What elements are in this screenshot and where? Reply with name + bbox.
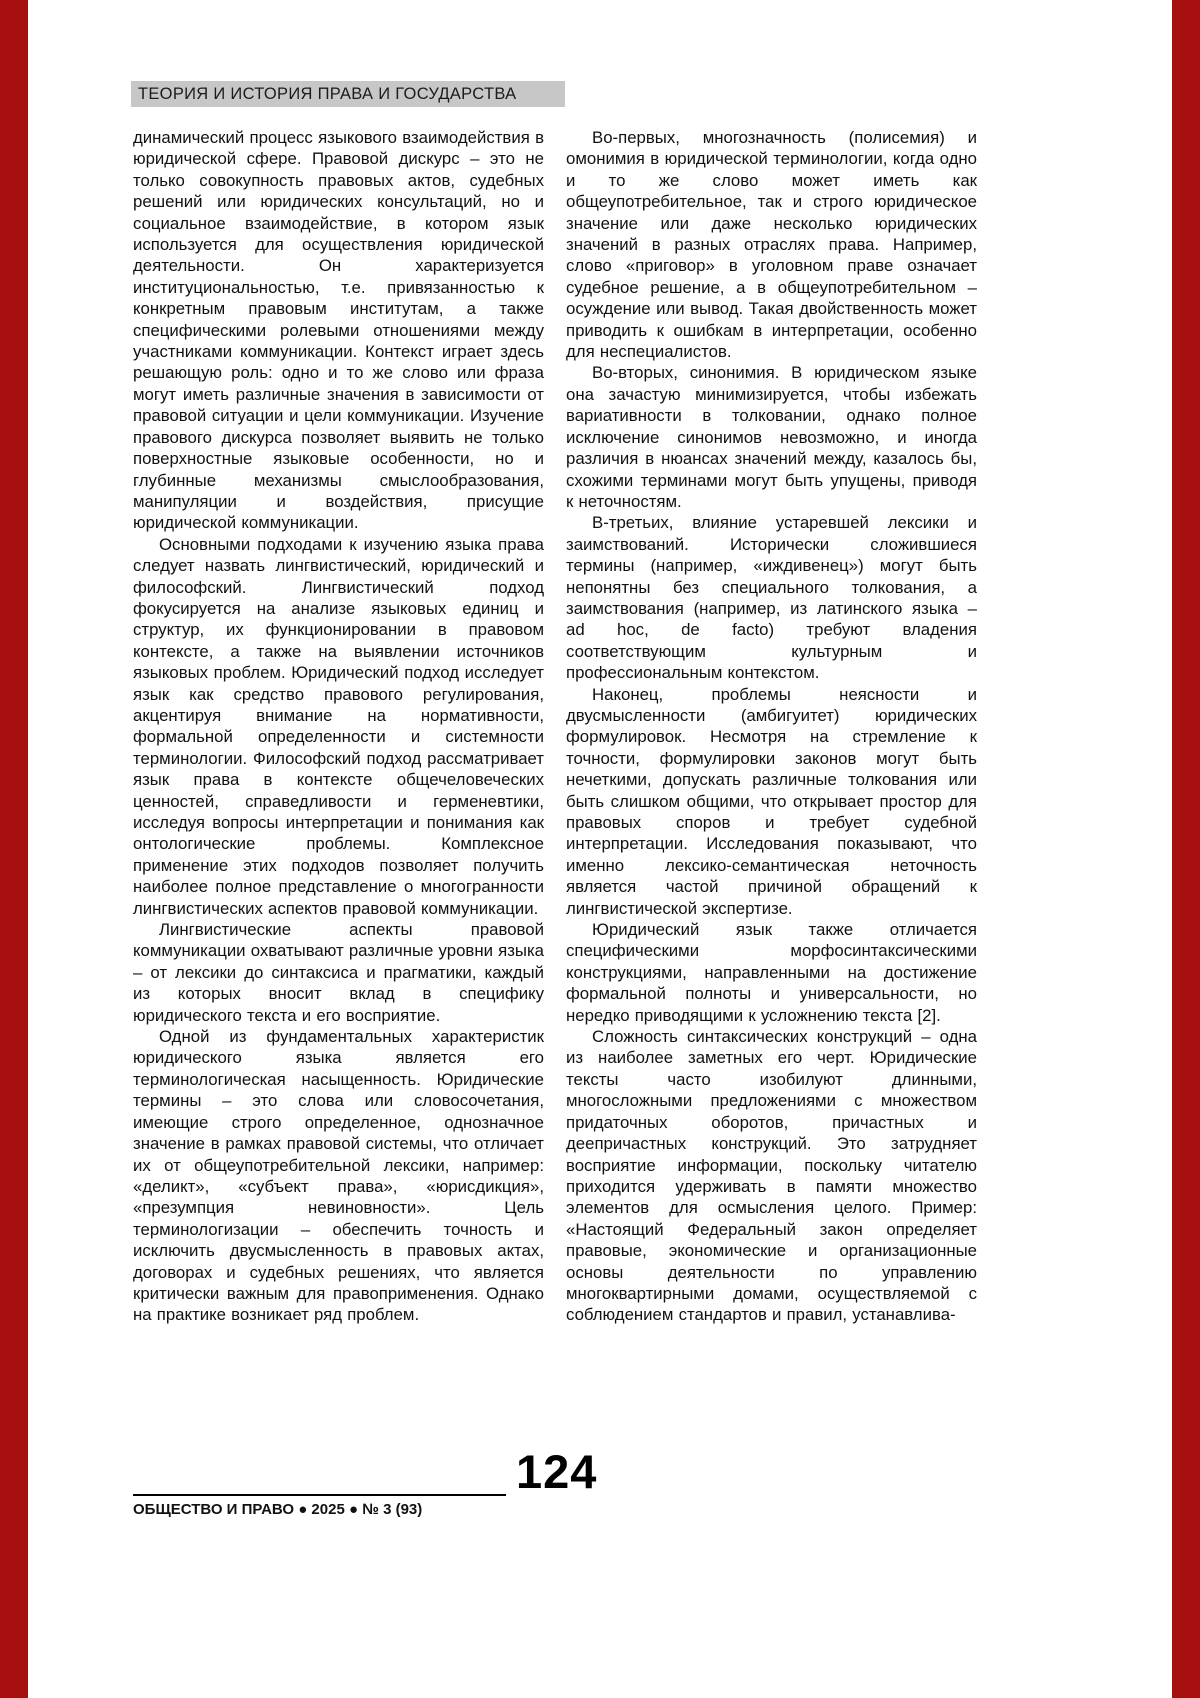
left-column [133,127,544,1326]
paragraph: Лингвистические аспекты правовой коммуникации охватывают различные уровни языка – от лексики до синтаксиса и прагматики, каждый из которых вносит вклад в специфику юридического текста и его восприятие. [133,920,545,1025]
paragraph: В-третьих, влияние устаревшей лексики и заимствований. Исторически сложившиеся термины (например, «иждивенец») могут быть непонятны без специального толкования, а заимствования (например, из латинского языка – ad hoc, de facto) требуют владения соответствующим культурным и профессиональным контекстом. [566,513,977,683]
footer-rule [133,1494,506,1518]
article-body [133,127,978,1326]
paragraph: Во-вторых, синонимия. В юридическом языке она зачастую минимизируется, чтобы избежать вариативности в толковании, однако полное исключение синонимов невозможно, и иногда различия в нюансах значений между, казалось бы, схожими терминами могут быть упущены, приводя к неточностям. [566,363,977,511]
left-red-bar [0,0,28,1698]
journal-footer-text: ОБЩЕСТВО И ПРАВО ● 2025 ● № 3 (93) [133,1501,423,1518]
paragraph: Основными подходами к изучению языка права следует назвать лингвистический, юридический и философский. Лингвистический подход фокусируется на анализе языковых единиц и структур, их функционировании в правовом контексте, а также на выявлении источников языковых проблем. Юридический подход исследует язык как средство правового регулирования, акцентируя внимание на нормативности, формальной определенности и системности терминологии. Философский подход рассматривает язык права в контексте общечеловеческих ценностей, справедливости и герменевтики, исследуя вопросы интерпретации и понимания как онтологические проблемы. Комплексное применение этих подходов позволяет получить наиболее полное представление о многогранности лингвистических аспектов правовой коммуникации. [133,534,544,918]
paragraph: Юридический язык также отличается специфическими морфосинтаксическими конструкциями, направленными на достижение формальной полноты и универсальности, но нередко приводящими к усложнению текста [2]. [566,920,977,1025]
paragraph: Одной из фундаментальных характеристик юридического языка является его терминологическая насыщенность. Юридические термины – это слова или словосочетания, имеющие строго определенное, однозначное значение в рамках правовой системы, что отличает их от общеупотребительной лексики, например: «деликт», «субъект права», «юрисдикция», «презумпция невиновности». Цель терминологизации – обеспечить точность и исключить двусмысленность в правовых актах, договорах и судебных решениях, что является критически важным для правоприменения. Однако на практике возникает ряд проблем. [133,1027,544,1325]
footer [133,1445,978,1538]
paragraph: Сложность синтаксических конструкций – одна из наиболее заметных его черт. Юридические тексты часто изобилуют длинными, многосложными предложениями с множеством придаточных оборотов, причастных и деепричастных конструкций. Это затрудняет восприятие информации, поскольку читателю приходится удерживать в памяти множество элементов для осмысления целого. Пример: «Настоящий Федеральный закон определяет правовые, экономические и организационные основы деятельности по управлению многоквартирными домами, осуществляемой с соблюдением стандартов и правил, устанавлива- [566,1027,977,1325]
page-number: 124 [516,1445,598,1498]
paragraph: динамический процесс языкового взаимодействия в юридической сфере. Правовой дискурс – это не только совокупность правовых актов, судебных решений или юридических консультаций, но и социальное взаимодействие, в котором язык используется для осуществления юридической деятельности. Он характеризуется институциональностью, т.е. привязанностью к конкретным правовым институтам, а также специфическими ролевыми отношениями между участниками коммуникации. Контекст играет здесь решающую роль: одно и то же слово или фраза могут иметь различные значения в зависимости от правовой ситуации и цели коммуникации. Изучение правового дискурса позволяет выявить не только поверхностные языковые особенности, но и глубинные механизмы смыслообразования, манипуляции и воздействия, присущие юридической коммуникации. [133,128,544,533]
paragraph: Наконец, проблемы неясности и двусмысленности (амбигуитет) юридических формулировок. Несмотря на стремление к точности, формулировки законов могут быть нечеткими, допускать различные толкования или быть слишком общими, что открывает простор для правовых споров и требует судебной интерпретации. Исследования показывают, что именно лексико-семантическая неточность является частой причиной обращений к лингвистической экспертизе. [566,684,977,918]
section-header-title: ТЕОРИЯ И ИСТОРИЯ ПРАВА И ГОСУДАРСТВА [138,84,517,103]
right-red-bar [1172,0,1200,1698]
section-header-bar [131,81,565,107]
paragraph: Во-первых, многозначность (полисемия) и омонимия в юридической терминологии, когда одно и то же слово может иметь как общеупотребительное, так и строго юридическое значение или даже несколько юридических значений в разных отраслях права. Например, слово «приговор» в уголовном праве означает судебное решение, а в общеупотребительном – осуждение или вывод. Такая двойственность может приводить к ошибкам в интерпретации, особенно для неспециалистов. [566,128,977,362]
right-column [566,127,977,1326]
